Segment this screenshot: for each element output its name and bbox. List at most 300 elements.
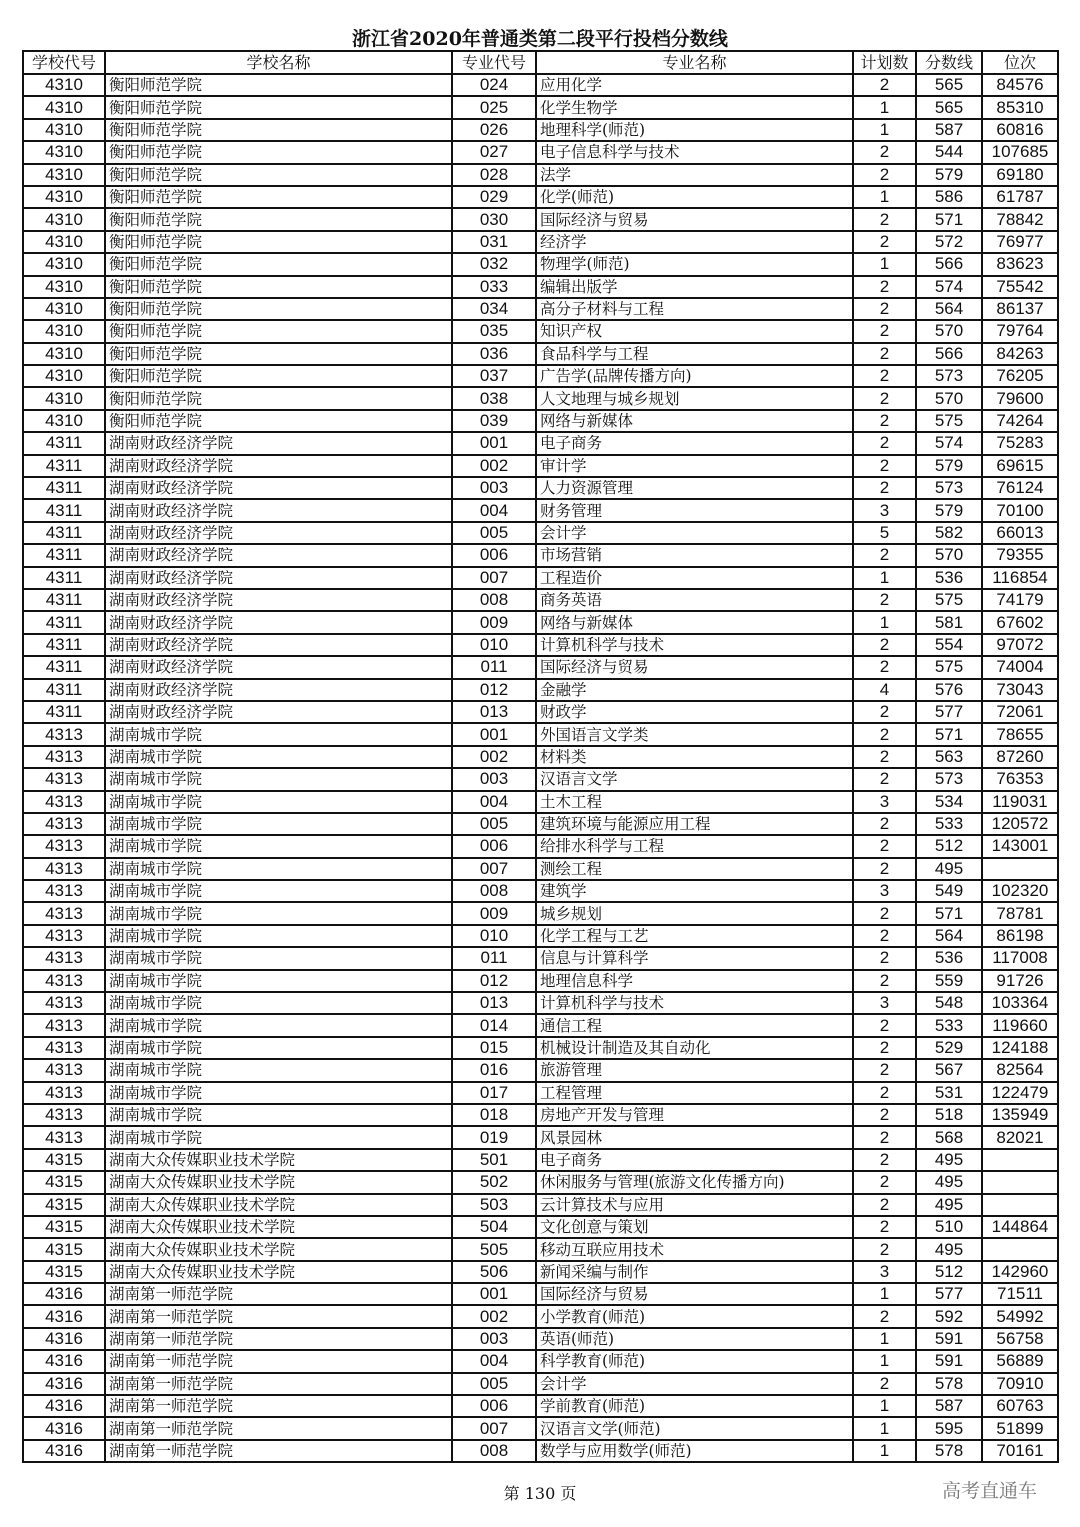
major-name-cell: 经济学: [536, 231, 853, 253]
school-name-cell: 衡阳师范学院: [105, 253, 452, 275]
plan-count-cell: 3: [853, 499, 916, 521]
table-row: [23, 768, 1058, 790]
plan-count-cell: 1: [853, 1440, 916, 1462]
major-code-cell: 006: [452, 1395, 536, 1417]
rank-cell: 87260: [982, 746, 1058, 768]
major-name-cell: 知识产权: [536, 320, 853, 342]
score-line-cell: 568: [916, 1126, 982, 1148]
score-line-cell: 564: [916, 925, 982, 947]
score-line-cell: 571: [916, 723, 982, 745]
plan-count-cell: 5: [853, 522, 916, 544]
score-line-cell: 591: [916, 1328, 982, 1350]
plan-count-cell: 2: [853, 477, 916, 499]
school-code-cell: 4316: [23, 1328, 105, 1350]
table-row: [23, 1440, 1058, 1462]
rank-cell: [982, 1238, 1058, 1260]
major-name-cell: 房地产开发与管理: [536, 1104, 853, 1126]
school-code-cell: 4310: [23, 253, 105, 275]
rank-cell: 82564: [982, 1059, 1058, 1081]
rank-cell: 143001: [982, 835, 1058, 857]
school-name-cell: 湖南城市学院: [105, 746, 452, 768]
school-name-cell: 湖南城市学院: [105, 1082, 452, 1104]
school-code-cell: 4310: [23, 343, 105, 365]
table-row: [23, 522, 1058, 544]
major-code-cell: 002: [452, 1305, 536, 1327]
major-name-cell: 测绘工程: [536, 858, 853, 880]
school-name-cell: 湖南第一师范学院: [105, 1350, 452, 1372]
rank-cell: 76205: [982, 365, 1058, 387]
plan-count-cell: 1: [853, 1328, 916, 1350]
plan-count-cell: 2: [853, 1171, 916, 1193]
major-code-cell: 013: [452, 701, 536, 723]
major-code-cell: 004: [452, 791, 536, 813]
major-name-cell: 移动互联应用技术: [536, 1238, 853, 1260]
plan-count-cell: 2: [853, 164, 916, 186]
school-code-cell: 4313: [23, 1126, 105, 1148]
major-code-cell: 506: [452, 1261, 536, 1283]
rank-cell: 54992: [982, 1305, 1058, 1327]
plan-count-cell: 2: [853, 947, 916, 969]
table-row: [23, 746, 1058, 768]
rank-cell: 70910: [982, 1373, 1058, 1395]
major-name-cell: 人文地理与城乡规划: [536, 387, 853, 409]
table-row: [23, 231, 1058, 253]
major-name-cell: 电子商务: [536, 432, 853, 454]
major-code-cell: 006: [452, 835, 536, 857]
score-line-cell: 591: [916, 1350, 982, 1372]
table-row: [23, 902, 1058, 924]
school-code-cell: 4311: [23, 611, 105, 633]
school-code-cell: 4313: [23, 970, 105, 992]
table-row: [23, 611, 1058, 633]
school-code-cell: 4310: [23, 387, 105, 409]
school-code-cell: 4310: [23, 320, 105, 342]
table-row: [23, 880, 1058, 902]
header-score-line: 分数线: [916, 51, 982, 74]
score-line-cell: 565: [916, 96, 982, 118]
table-row: [23, 1149, 1058, 1171]
school-name-cell: 湖南城市学院: [105, 1104, 452, 1126]
school-code-cell: 4310: [23, 231, 105, 253]
major-name-cell: 建筑学: [536, 880, 853, 902]
major-code-cell: 505: [452, 1238, 536, 1260]
table-row: [23, 947, 1058, 969]
major-code-cell: 014: [452, 1014, 536, 1036]
school-code-cell: 4311: [23, 499, 105, 521]
plan-count-cell: 2: [853, 1104, 916, 1126]
school-name-cell: 衡阳师范学院: [105, 410, 452, 432]
major-name-cell: 化学(师范): [536, 186, 853, 208]
major-name-cell: 计算机科学与技术: [536, 634, 853, 656]
score-line-cell: 587: [916, 1395, 982, 1417]
major-name-cell: 地理信息科学: [536, 970, 853, 992]
school-name-cell: 湖南城市学院: [105, 902, 452, 924]
table-row: [23, 410, 1058, 432]
rank-cell: 73043: [982, 679, 1058, 701]
table-row: [23, 1171, 1058, 1193]
score-line-cell: 563: [916, 746, 982, 768]
score-line-cell: 495: [916, 1238, 982, 1260]
major-name-cell: 广告学(品牌传播方向): [536, 365, 853, 387]
table-row: [23, 925, 1058, 947]
school-code-cell: 4313: [23, 835, 105, 857]
major-code-cell: 032: [452, 253, 536, 275]
table-row: [23, 835, 1058, 857]
school-name-cell: 湖南城市学院: [105, 791, 452, 813]
major-name-cell: 机械设计制造及其自动化: [536, 1037, 853, 1059]
school-code-cell: 4311: [23, 455, 105, 477]
plan-count-cell: 2: [853, 701, 916, 723]
header-school-name: 学校名称: [105, 51, 452, 74]
school-name-cell: 湖南城市学院: [105, 925, 452, 947]
rank-cell: 144864: [982, 1216, 1058, 1238]
school-code-cell: 4316: [23, 1350, 105, 1372]
school-name-cell: 衡阳师范学院: [105, 164, 452, 186]
major-name-cell: 化学工程与工艺: [536, 925, 853, 947]
plan-count-cell: 3: [853, 880, 916, 902]
rank-cell: 56889: [982, 1350, 1058, 1372]
table-row: [23, 1104, 1058, 1126]
school-name-cell: 湖南城市学院: [105, 1126, 452, 1148]
school-code-cell: 4310: [23, 74, 105, 96]
school-code-cell: 4313: [23, 925, 105, 947]
school-code-cell: 4311: [23, 522, 105, 544]
table-row: [23, 1328, 1058, 1350]
plan-count-cell: 3: [853, 791, 916, 813]
rank-cell: [982, 1194, 1058, 1216]
table-row: [23, 96, 1058, 118]
school-name-cell: 湖南第一师范学院: [105, 1395, 452, 1417]
score-line-cell: 573: [916, 365, 982, 387]
table-row: [23, 298, 1058, 320]
school-code-cell: 4311: [23, 567, 105, 589]
major-code-cell: 004: [452, 499, 536, 521]
major-name-cell: 网络与新媒体: [536, 410, 853, 432]
rank-cell: 117008: [982, 947, 1058, 969]
major-name-cell: 风景园林: [536, 1126, 853, 1148]
school-name-cell: 湖南城市学院: [105, 992, 452, 1014]
school-code-cell: 4313: [23, 992, 105, 1014]
rank-cell: 67602: [982, 611, 1058, 633]
school-name-cell: 湖南城市学院: [105, 768, 452, 790]
plan-count-cell: 2: [853, 1216, 916, 1238]
score-line-cell: 565: [916, 74, 982, 96]
school-code-cell: 4311: [23, 544, 105, 566]
plan-count-cell: 2: [853, 1194, 916, 1216]
score-line-cell: 566: [916, 343, 982, 365]
plan-count-cell: 2: [853, 141, 916, 163]
score-line-cell: 495: [916, 1149, 982, 1171]
major-code-cell: 035: [452, 320, 536, 342]
school-code-cell: 4311: [23, 589, 105, 611]
school-name-cell: 湖南财政经济学院: [105, 679, 452, 701]
plan-count-cell: 2: [853, 1082, 916, 1104]
school-name-cell: 湖南财政经济学院: [105, 634, 452, 656]
school-name-cell: 衡阳师范学院: [105, 365, 452, 387]
major-name-cell: 网络与新媒体: [536, 611, 853, 633]
school-name-cell: 湖南第一师范学院: [105, 1373, 452, 1395]
rank-cell: [982, 1149, 1058, 1171]
score-line-cell: 575: [916, 589, 982, 611]
table-row: [23, 589, 1058, 611]
school-code-cell: 4313: [23, 880, 105, 902]
major-name-cell: 法学: [536, 164, 853, 186]
table-row: [23, 1126, 1058, 1148]
school-name-cell: 湖南城市学院: [105, 835, 452, 857]
score-line-cell: 512: [916, 1261, 982, 1283]
rank-cell: 69615: [982, 455, 1058, 477]
major-code-cell: 010: [452, 925, 536, 947]
plan-count-cell: 2: [853, 835, 916, 857]
plan-count-cell: 2: [853, 365, 916, 387]
score-line-cell: 533: [916, 813, 982, 835]
school-name-cell: 湖南城市学院: [105, 723, 452, 745]
school-code-cell: 4316: [23, 1417, 105, 1439]
score-line-cell: 544: [916, 141, 982, 163]
table-row: [23, 343, 1058, 365]
score-line-cell: 576: [916, 679, 982, 701]
table-row: [23, 119, 1058, 141]
plan-count-cell: 1: [853, 96, 916, 118]
table-row: [23, 276, 1058, 298]
table-row: [23, 634, 1058, 656]
school-name-cell: 衡阳师范学院: [105, 96, 452, 118]
header-major-name: 专业名称: [536, 51, 853, 74]
score-line-cell: 587: [916, 119, 982, 141]
school-name-cell: 湖南大众传媒职业技术学院: [105, 1194, 452, 1216]
major-code-cell: 007: [452, 858, 536, 880]
major-name-cell: 物理学(师范): [536, 253, 853, 275]
rank-cell: 69180: [982, 164, 1058, 186]
table-row: [23, 679, 1058, 701]
major-code-cell: 003: [452, 768, 536, 790]
score-line-cell: 573: [916, 768, 982, 790]
rank-cell: 78842: [982, 208, 1058, 230]
plan-count-cell: 2: [853, 634, 916, 656]
table-row: [23, 253, 1058, 275]
rank-cell: 102320: [982, 880, 1058, 902]
school-code-cell: 4315: [23, 1238, 105, 1260]
major-name-cell: 审计学: [536, 455, 853, 477]
school-name-cell: 湖南大众传媒职业技术学院: [105, 1216, 452, 1238]
rank-cell: 84263: [982, 343, 1058, 365]
school-code-cell: 4315: [23, 1171, 105, 1193]
plan-count-cell: 2: [853, 432, 916, 454]
score-line-cell: 512: [916, 835, 982, 857]
plan-count-cell: 2: [853, 231, 916, 253]
table-row: [23, 141, 1058, 163]
school-code-cell: 4313: [23, 947, 105, 969]
plan-count-cell: 2: [853, 925, 916, 947]
major-code-cell: 012: [452, 679, 536, 701]
school-code-cell: 4310: [23, 96, 105, 118]
rank-cell: 70161: [982, 1440, 1058, 1462]
rank-cell: 72061: [982, 701, 1058, 723]
plan-count-cell: 2: [853, 544, 916, 566]
plan-count-cell: 1: [853, 1283, 916, 1305]
table-row: [23, 320, 1058, 342]
table-row: [23, 1350, 1058, 1372]
major-name-cell: 编辑出版学: [536, 276, 853, 298]
major-code-cell: 030: [452, 208, 536, 230]
rank-cell: 124188: [982, 1037, 1058, 1059]
school-name-cell: 衡阳师范学院: [105, 298, 452, 320]
table-row: [23, 701, 1058, 723]
table-row: [23, 858, 1058, 880]
table-row: [23, 477, 1058, 499]
school-name-cell: 湖南大众传媒职业技术学院: [105, 1261, 452, 1283]
plan-count-cell: 2: [853, 410, 916, 432]
school-code-cell: 4311: [23, 679, 105, 701]
major-code-cell: 027: [452, 141, 536, 163]
school-name-cell: 衡阳师范学院: [105, 320, 452, 342]
table-row: [23, 455, 1058, 477]
major-name-cell: 城乡规划: [536, 902, 853, 924]
school-code-cell: 4311: [23, 432, 105, 454]
major-name-cell: 科学教育(师范): [536, 1350, 853, 1372]
table-row: [23, 1082, 1058, 1104]
score-line-cell: 548: [916, 992, 982, 1014]
score-line-cell: 570: [916, 544, 982, 566]
rank-cell: 107685: [982, 141, 1058, 163]
school-name-cell: 衡阳师范学院: [105, 74, 452, 96]
score-line-cell: 572: [916, 231, 982, 253]
major-code-cell: 002: [452, 455, 536, 477]
rank-cell: 116854: [982, 567, 1058, 589]
rank-cell: 56758: [982, 1328, 1058, 1350]
school-code-cell: 4313: [23, 1082, 105, 1104]
major-name-cell: 人力资源管理: [536, 477, 853, 499]
major-code-cell: 005: [452, 813, 536, 835]
school-name-cell: 衡阳师范学院: [105, 208, 452, 230]
score-line-cell: 559: [916, 970, 982, 992]
major-code-cell: 501: [452, 1149, 536, 1171]
major-name-cell: 学前教育(师范): [536, 1395, 853, 1417]
score-line-cell: 577: [916, 701, 982, 723]
table-row: [23, 387, 1058, 409]
rank-cell: 51899: [982, 1417, 1058, 1439]
rank-cell: 70100: [982, 499, 1058, 521]
table-header-row: [23, 51, 1058, 74]
major-name-cell: 给排水科学与工程: [536, 835, 853, 857]
score-table: [22, 50, 1059, 1463]
school-name-cell: 湖南大众传媒职业技术学院: [105, 1238, 452, 1260]
school-name-cell: 湖南财政经济学院: [105, 701, 452, 723]
school-name-cell: 湖南财政经济学院: [105, 432, 452, 454]
major-name-cell: 数学与应用数学(师范): [536, 1440, 853, 1462]
school-name-cell: 湖南第一师范学院: [105, 1417, 452, 1439]
rank-cell: 84576: [982, 74, 1058, 96]
school-name-cell: 湖南财政经济学院: [105, 455, 452, 477]
table-row: [23, 1417, 1058, 1439]
score-line-cell: 574: [916, 276, 982, 298]
school-code-cell: 4311: [23, 477, 105, 499]
school-code-cell: 4311: [23, 634, 105, 656]
plan-count-cell: 2: [853, 1014, 916, 1036]
major-name-cell: 建筑环境与能源应用工程: [536, 813, 853, 835]
table-row: [23, 1216, 1058, 1238]
table-row: [23, 164, 1058, 186]
school-name-cell: 湖南城市学院: [105, 1037, 452, 1059]
major-name-cell: 文化创意与策划: [536, 1216, 853, 1238]
school-code-cell: 4310: [23, 365, 105, 387]
major-code-cell: 031: [452, 231, 536, 253]
plan-count-cell: 2: [853, 1037, 916, 1059]
plan-count-cell: 2: [853, 858, 916, 880]
rank-cell: 76124: [982, 477, 1058, 499]
plan-count-cell: 2: [853, 387, 916, 409]
plan-count-cell: 4: [853, 679, 916, 701]
major-name-cell: 信息与计算科学: [536, 947, 853, 969]
major-code-cell: 017: [452, 1082, 536, 1104]
rank-cell: 74179: [982, 589, 1058, 611]
major-name-cell: 地理科学(师范): [536, 119, 853, 141]
plan-count-cell: 2: [853, 656, 916, 678]
major-name-cell: 商务英语: [536, 589, 853, 611]
plan-count-cell: 2: [853, 1305, 916, 1327]
table-row: [23, 723, 1058, 745]
school-code-cell: 4316: [23, 1283, 105, 1305]
plan-count-cell: 1: [853, 567, 916, 589]
rank-cell: 86137: [982, 298, 1058, 320]
score-line-cell: 575: [916, 656, 982, 678]
major-name-cell: 通信工程: [536, 1014, 853, 1036]
school-code-cell: 4313: [23, 791, 105, 813]
major-name-cell: 应用化学: [536, 74, 853, 96]
major-name-cell: 英语(师范): [536, 1328, 853, 1350]
score-line-cell: 579: [916, 164, 982, 186]
table-row: [23, 1238, 1058, 1260]
plan-count-cell: 2: [853, 455, 916, 477]
major-code-cell: 025: [452, 96, 536, 118]
major-name-cell: 国际经济与贸易: [536, 1283, 853, 1305]
table-row: [23, 432, 1058, 454]
table-row: [23, 1194, 1058, 1216]
rank-cell: 91726: [982, 970, 1058, 992]
rank-cell: 119660: [982, 1014, 1058, 1036]
school-code-cell: 4313: [23, 1014, 105, 1036]
major-name-cell: 土木工程: [536, 791, 853, 813]
major-code-cell: 009: [452, 902, 536, 924]
table-row: [23, 656, 1058, 678]
major-name-cell: 金融学: [536, 679, 853, 701]
plan-count-cell: 2: [853, 1373, 916, 1395]
school-name-cell: 衡阳师范学院: [105, 141, 452, 163]
major-code-cell: 002: [452, 746, 536, 768]
major-code-cell: 016: [452, 1059, 536, 1081]
school-name-cell: 湖南财政经济学院: [105, 656, 452, 678]
rank-cell: 135949: [982, 1104, 1058, 1126]
score-line-cell: 549: [916, 880, 982, 902]
major-code-cell: 024: [452, 74, 536, 96]
school-name-cell: 衡阳师范学院: [105, 119, 452, 141]
score-line-cell: 586: [916, 186, 982, 208]
rank-cell: 78781: [982, 902, 1058, 924]
school-name-cell: 湖南大众传媒职业技术学院: [105, 1171, 452, 1193]
table-row: [23, 1283, 1058, 1305]
major-name-cell: 旅游管理: [536, 1059, 853, 1081]
plan-count-cell: 2: [853, 813, 916, 835]
school-code-cell: 4313: [23, 902, 105, 924]
score-line-cell: 579: [916, 455, 982, 477]
school-name-cell: 衡阳师范学院: [105, 276, 452, 298]
rank-cell: 71511: [982, 1283, 1058, 1305]
rank-cell: 75283: [982, 432, 1058, 454]
major-code-cell: 036: [452, 343, 536, 365]
score-line-cell: 536: [916, 947, 982, 969]
plan-count-cell: 2: [853, 1126, 916, 1148]
major-code-cell: 503: [452, 1194, 536, 1216]
